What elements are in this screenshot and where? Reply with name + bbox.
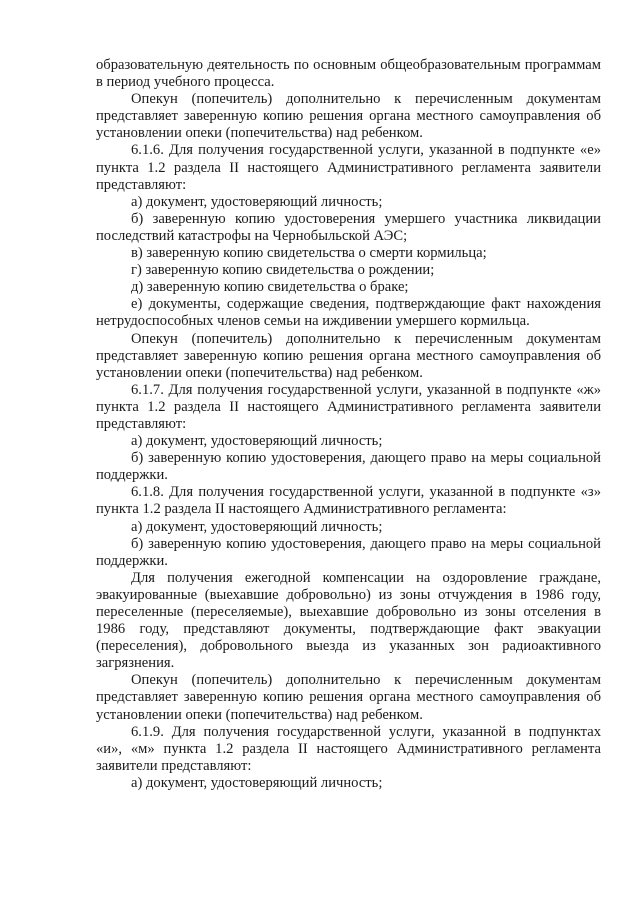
paragraph-guardian-note: Опекун (попечитель) дополнительно к перечисленным документам представляет заверенную копию решения органа местного самоуправления об установлении опеки (попечительства) над ребенком. xyxy=(96,330,601,381)
list-item: д) заверенную копию свидетельства о браке; xyxy=(131,279,409,296)
list-item: г) заверенную копию свидетельства о рождении; xyxy=(131,262,435,279)
paragraph-guardian-note: Опекун (попечитель) дополнительно к перечисленным документам представляет заверенную копию решения органа местного самоуправления об установлении опеки (попечительства) над ребенком. xyxy=(96,91,601,142)
document-page xyxy=(96,57,601,792)
paragraph-continuation: образовательную деятельность по основным общеобразовательным программам в период учебного процесса. xyxy=(96,57,601,91)
list-item: а) документ, удостоверяющий личность; xyxy=(131,193,383,210)
list-item: а) документ, удостоверяющий личность; xyxy=(131,518,383,535)
list-item: а) документ, удостоверяющий личность; xyxy=(131,433,383,450)
paragraph-clause-6-1-9: 6.1.9. Для получения государственной услуги, указанной в подпунктах «и», «м» пункта 1.2 раздела II настоящего Административного регламента заявители представляют: xyxy=(96,723,601,774)
list-item: в) заверенную копию свидетельства о смерти кормильца; xyxy=(131,245,487,262)
paragraph-clause-6-1-8: 6.1.8. Для получения государственной услуги, указанной в подпункте «з» пункта 1.2 раздела II настоящего Административного регламента: xyxy=(96,484,601,518)
list-item: е) документы, содержащие сведения, подтверждающие факт нахождения нетрудоспособных членов семьи на иждивении умершего кормильца. xyxy=(96,296,601,330)
paragraph-compensation: Для получения ежегодной компенсации на оздоровление граждане, эвакуированные (выехавшие добровольно) из зоны отчуждения в 1986 году, переселенные (переселяемые), выехавшие добровольно из зоны отселения в 1986 году, представляют документы, подтверждающие факт эвакуации (переселения), добровольного выезда из указанных зон радиоактивного загрязнения. xyxy=(96,569,601,672)
list-item: б) заверенную копию удостоверения, дающего право на меры социальной поддержки. xyxy=(96,450,601,484)
paragraph-clause-6-1-7: 6.1.7. Для получения государственной услуги, указанной в подпункте «ж» пункта 1.2 раздела II настоящего Административного регламента заявители представляют: xyxy=(96,381,601,432)
paragraph-clause-6-1-6: 6.1.6. Для получения государственной услуги, указанной в подпункте «е» пункта 1.2 раздела II настоящего Административного регламента заявители представляют: xyxy=(96,142,601,193)
list-item: а) документ, удостоверяющий личность; xyxy=(131,774,383,791)
list-item: б) заверенную копию удостоверения, дающего право на меры социальной поддержки. xyxy=(96,535,601,569)
paragraph-guardian-note: Опекун (попечитель) дополнительно к перечисленным документам представляет заверенную копию решения органа местного самоуправления об установлении опеки (попечительства) над ребенком. xyxy=(96,672,601,723)
list-item: б) заверенную копию удостоверения умершего участника ликвидации последствий катастрофы на Чернобыльской АЭС; xyxy=(96,210,601,244)
